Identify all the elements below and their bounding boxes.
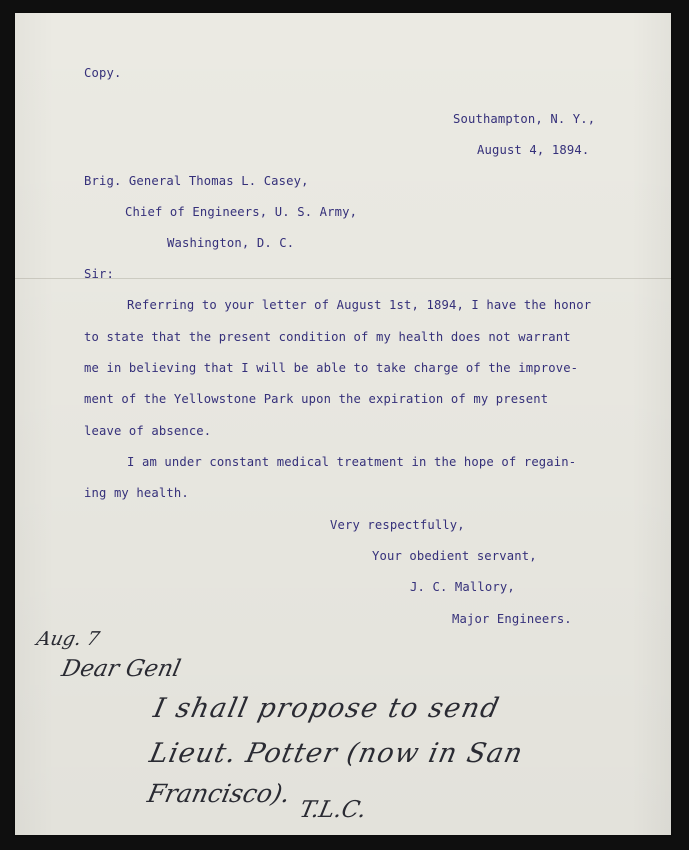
letter-date: August 4, 1894.	[477, 143, 590, 157]
body-line: ing my health.	[84, 486, 189, 500]
handwritten-line: I shall propose to send	[150, 693, 503, 724]
addressee-line-2: Chief of Engineers, U. S. Army,	[125, 205, 358, 219]
body-line: to state that the present condition of my health does not warrant	[84, 330, 571, 344]
body-line: ment of the Yellowstone Park upon the expiration of my present	[84, 392, 549, 406]
letter-place: Southampton, N. Y.,	[453, 112, 596, 126]
addressee-line-1: Brig. General Thomas L. Casey,	[84, 174, 309, 188]
closing-signature: J. C. Mallory,	[410, 580, 515, 594]
handwritten-line: Lieut. Potter (now in San	[146, 738, 527, 769]
addressee-line-3: Washington, D. C.	[167, 236, 295, 250]
handwritten-initials: T.L.C.	[297, 797, 369, 823]
body-line: me in believing that I will be able to take charge of the improve-	[84, 361, 579, 375]
closing-line-1: Very respectfully,	[330, 518, 465, 532]
body-line: leave of absence.	[84, 424, 212, 438]
closing-title: Major Engineers.	[452, 612, 572, 626]
salutation: Sir:	[84, 267, 114, 281]
handwritten-greeting: Dear Genl	[59, 656, 183, 682]
body-line: I am under constant medical treatment in the hope of regain-	[127, 455, 577, 469]
closing-line-2: Your obedient servant,	[372, 549, 537, 563]
handwritten-line: Francisco).	[144, 779, 293, 808]
body-line: Referring to your letter of August 1st, 1894, I have the honor	[127, 298, 592, 312]
handwritten-date: Aug. 7	[34, 628, 102, 650]
copy-label: Copy.	[84, 66, 122, 80]
